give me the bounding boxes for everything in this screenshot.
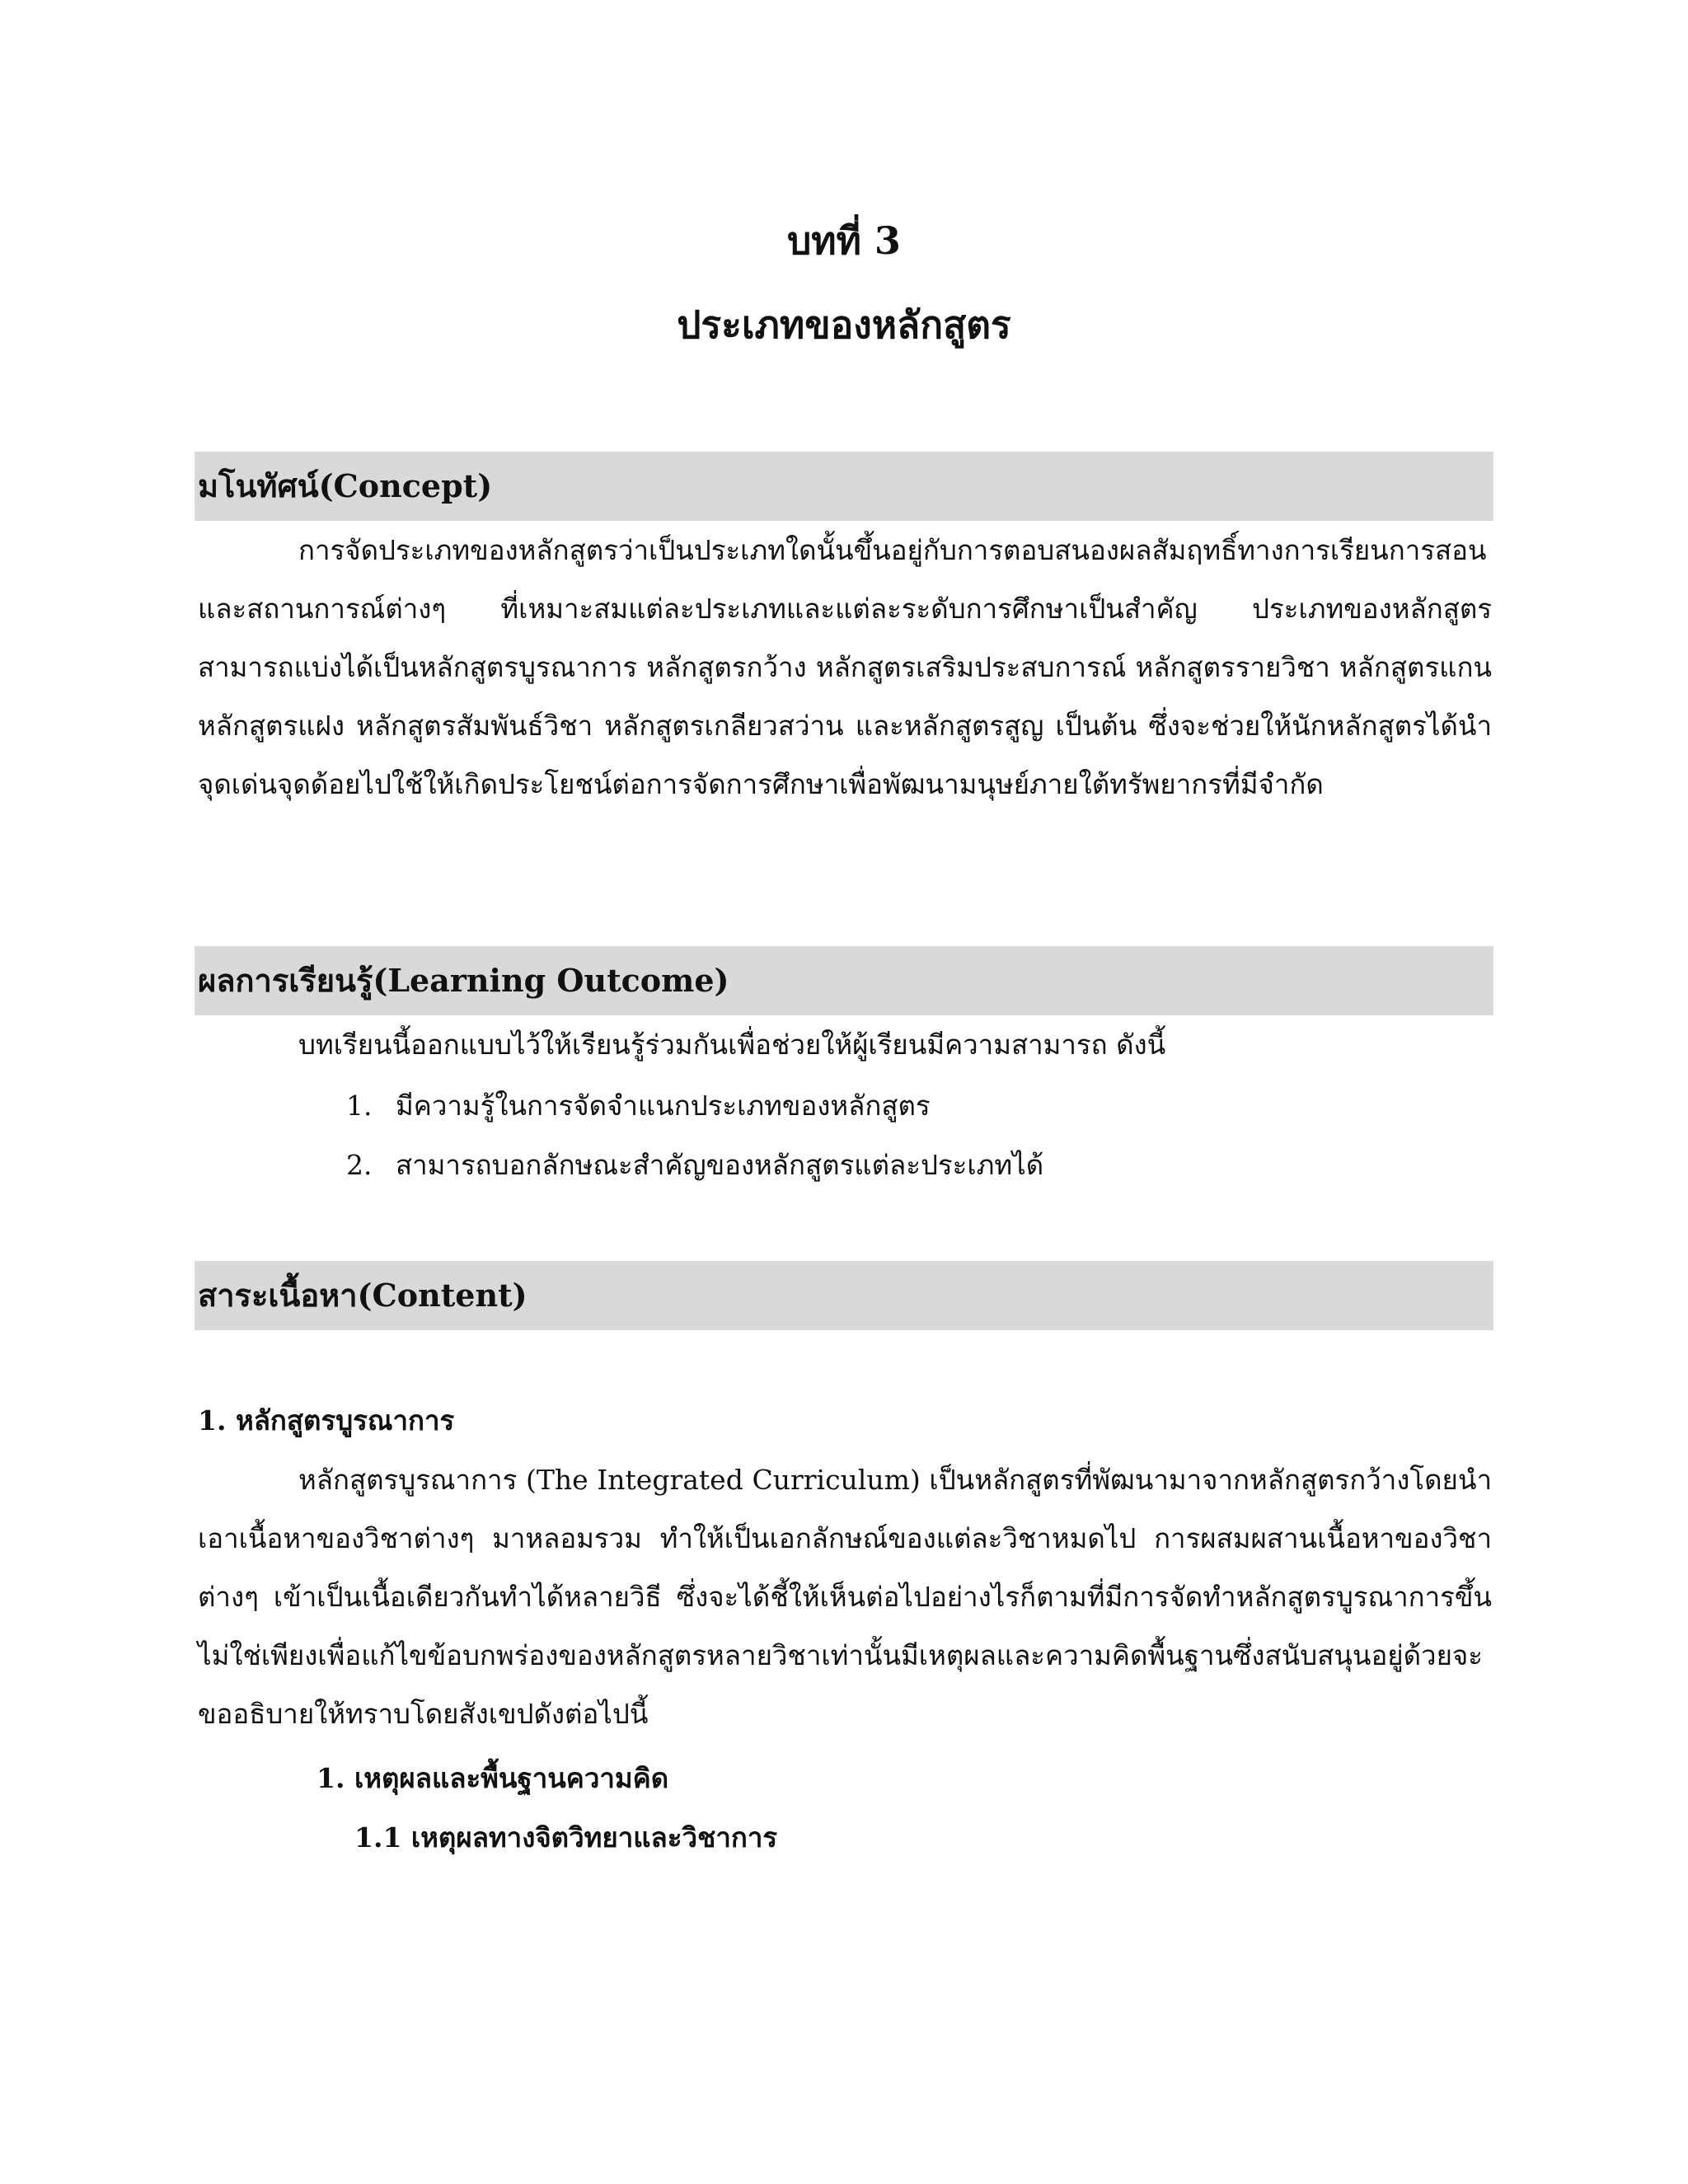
chapter-number: บทที่ 3 <box>787 218 901 263</box>
integrated-curriculum-paragraph: หลักสูตรบูรณาการ (The Integrated Curriculum) เป็นหลักสูตรที่พัฒนามาจากหลักสูตรกว้างโดยนำเอาเนื้อหาของวิชาต่างๆ มาหลอมรวม ทำให้เป็นเอกลักษณ์ของแต่ละวิชาหมดไป การผสมผสานเนื้อหาของวิชาต่างๆ เข้าเป็นเนื้อเดียวกันทำได้หลายวิธี ซึ่งจะได้ชี้ให้เห็นต่อไปอย่างไรก็ตามที่มีการจัดทำหลักสูตรบูรณาการขึ้นไม่ใช่เพียงเพื่อแก้ไขข้อบกพร่องของหลักสูตรหลายวิชาเท่านั้นมีเหตุผลและความคิดพื้นฐานซึ่งสนับสนุนอยู่ด้วยจะขออธิบายให้ทราบโดยสังเขปดังต่อไปนี้ <box>198 1464 1492 1730</box>
subsection-1-1-title: 1.1 เหตุผลทางจิตวิทยาและวิชาการ <box>354 1821 778 1854</box>
learning-outcome-intro: บทเรียนนี้ออกแบบไว้ให้เรียนรู้ร่วมกันเพื่อช่วยให้ผู้เรียนมีความสามารถ ดังนี้ <box>298 1029 1166 1061</box>
list-item-number: 1. <box>346 1090 373 1122</box>
outcome-list-item <box>346 1076 931 1135</box>
concept-paragraph: การจัดประเภทของหลักสูตรว่าเป็นประเภทใดนั้นขึ้นอยู่กับการตอบสนองผลสัมฤทธิ์ทางการเรียนการสอนและสถานการณ์ต่างๆ ที่เหมาะสมแต่ละประเภทและแต่ละระดับการศึกษาเป็นสำคัญ ประเภทของหลักสูตรสามารถแบ่งได้เป็นหลักสูตรบูรณาการ หลักสูตรกว้าง หลักสูตรเสริมประสบการณ์ หลักสูตรรายวิชา หลักสูตรแกน หลักสูตรแฝง หลักสูตรสัมพันธ์วิชา หลักสูตรเกลียวสว่าน และหลักสูตรสูญ เป็นต้น ซึ่งจะช่วยให้นักหลักสูตรได้นำจุดเด่นจุดด้อยไปใช้ให้เกิดประโยชน์ต่อการจัดการศึกษาเพื่อพัฒนามนุษย์ภายใต้ทรัพยากรที่มีจำกัด <box>198 534 1492 800</box>
chapter-title: ประเภทของหลักสูตร <box>677 302 1011 347</box>
list-item-number: 2. <box>346 1149 373 1181</box>
list-item-text: มีความรู้ในการจัดจำแนกประเภทของหลักสูตร <box>396 1090 931 1122</box>
outcome-list-item <box>346 1136 1043 1194</box>
subsection-1-title: 1. เหตุผลและพื้นฐานความคิด <box>316 1762 669 1794</box>
content-heading: สาระเนื้อหา(Content) <box>195 1261 1493 1330</box>
learning-outcome-heading: ผลการเรียนรู้(Learning Outcome) <box>195 946 1493 1015</box>
concept-heading: มโนทัศน์(Concept) <box>195 452 1493 521</box>
section-1-title: 1. หลักสูตรบูรณาการ <box>198 1404 455 1436</box>
list-item-text: สามารถบอกลักษณะสำคัญของหลักสูตรแต่ละประเภทได้ <box>396 1149 1044 1181</box>
